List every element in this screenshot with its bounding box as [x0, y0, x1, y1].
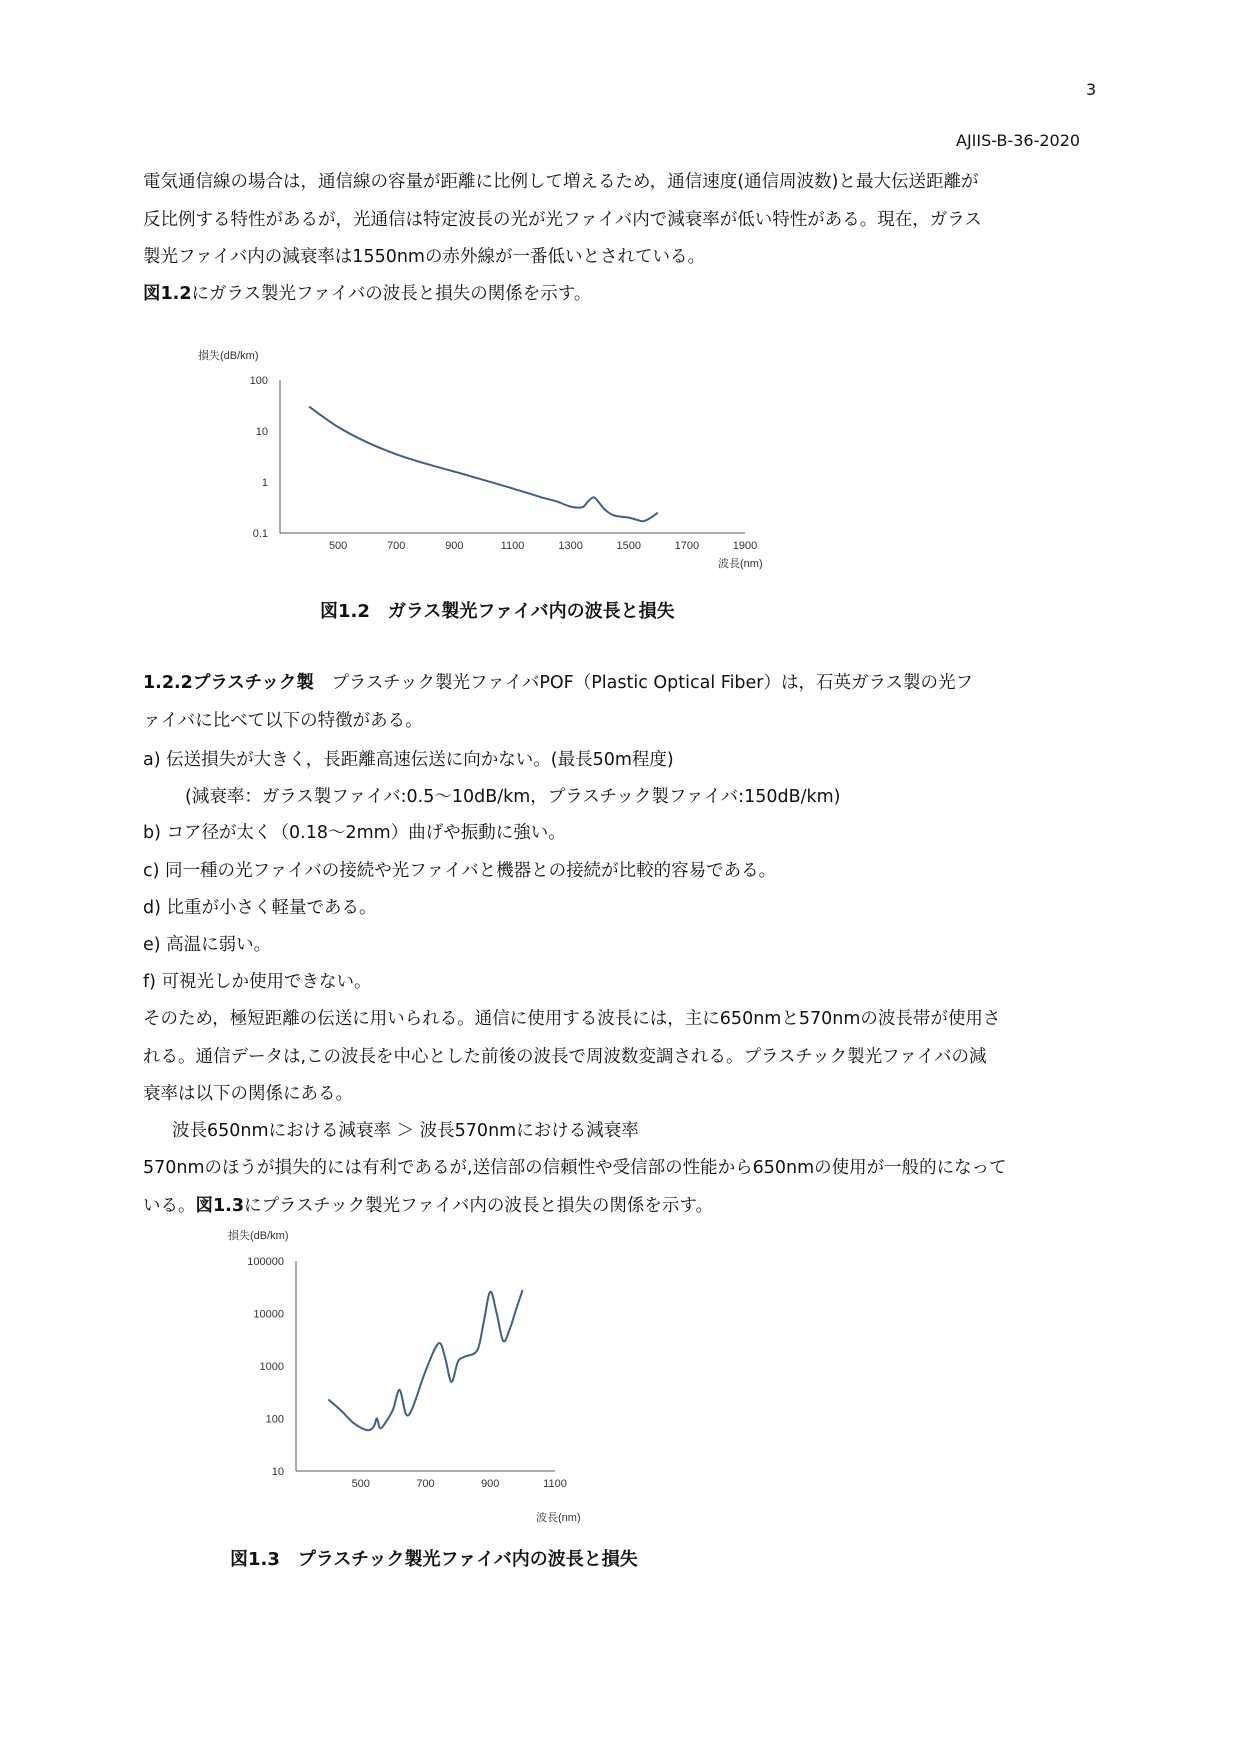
x-tick-label: 1900 — [732, 540, 758, 552]
figure-reference-text: にガラス製光ファイバの波長と損失の関係を示す。 — [191, 284, 592, 304]
section-text: プラスチック製光ファイバPOF（Plastic Optical Fiber）は，石英ガラス製の光フ — [331, 673, 973, 693]
section-line — [143, 673, 973, 693]
x-tick-label: 900 — [445, 540, 464, 552]
glass-fiber-loss-chart — [190, 345, 780, 575]
y-tick-label: 10 — [271, 1466, 284, 1478]
figure-reference: 図1.2 — [143, 284, 192, 304]
x-tick-label: 1300 — [558, 540, 583, 552]
list-item: d) 比重が小さく軽量である。 — [143, 898, 377, 918]
y-tick-label: 1 — [261, 477, 268, 489]
figure-caption: 図1.3 プラスチック製光ファイバ内の波長と損失 — [230, 1549, 638, 1570]
paragraph-line: れる。通信データは,この波長を中心とした前後の波長で周波数変調される。プラスチック製光ファイバの減 — [143, 1047, 987, 1067]
paragraph-line: 製光ファイバ内の減衰率は1550nmの赤外線が一番低いとされている。 — [143, 247, 705, 267]
y-tick-label: 100 — [265, 1413, 284, 1426]
x-tick-label: 700 — [416, 1478, 435, 1490]
y-tick-label: 1000 — [259, 1361, 284, 1373]
x-axis-label: 波長(nm) — [536, 1512, 581, 1524]
y-axis-label: 損失(dB/km) — [228, 1230, 289, 1242]
list-item: e) 高温に弱い。 — [143, 935, 272, 955]
page-number: 3 — [1086, 80, 1097, 99]
y-tick-label: 10000 — [253, 1308, 284, 1321]
figure-reference-line — [143, 284, 591, 304]
x-tick-label: 1500 — [616, 540, 641, 552]
list-item-note: (減衰率：ガラス製ファイバ:0.5～10dB/km，プラスチック製ファイバ:150dB/km) — [185, 787, 841, 807]
paragraph-line: そのため，極短距離の伝送に用いられる。通信に使用する波長には，主に650nmと570nmの波長帯が使用さ — [143, 1009, 1001, 1029]
y-axis-label: 損失(dB/km) — [198, 350, 259, 362]
x-tick-label: 500 — [351, 1478, 370, 1490]
figure-reference: 図1.3 — [195, 1196, 245, 1216]
x-tick-label: 1700 — [674, 540, 700, 552]
list-item: f) 可視光しか使用できない。 — [143, 972, 372, 992]
y-tick-label: 0.1 — [252, 528, 268, 540]
document-id: AJIIS-B-36-2020 — [956, 131, 1081, 150]
x-tick-label: 1100 — [543, 1478, 567, 1490]
paragraph-line: ァイバに比べて以下の特徴がある。 — [143, 711, 423, 731]
paragraph-line: 電気通信線の場合は，通信線の容量が距離に比例して増えるため，通信速度(通信周波数)と最大伝送距離が — [143, 172, 979, 192]
x-tick-label: 900 — [481, 1478, 500, 1490]
y-tick-label: 100 — [249, 375, 268, 387]
paragraph-line: 反比例する特性があるが，光通信は特定波長の光が光ファイバ内で減衰率が低い特性がある。現在，ガラス — [143, 210, 982, 230]
y-tick-label: 100000 — [247, 1256, 284, 1268]
list-item: b) コア径が太く（0.18～2mm）曲げや振動に強い。 — [143, 823, 566, 843]
loss-curve — [328, 1290, 522, 1430]
x-axis-label: 波長(nm) — [718, 558, 763, 570]
figure-reference-text: にプラスチック製光ファイバ内の波長と損失の関係を示す。 — [244, 1196, 714, 1216]
x-tick-label: 1100 — [500, 540, 525, 552]
section-heading: 1.2.2プラスチック製 — [143, 673, 314, 693]
paragraph-line: 衰率は以下の関係にある。 — [143, 1084, 353, 1104]
paragraph-line: 570nmのほうが損失的には有利であるが,送信部の信頼性や受信部の性能から650nmの使用が一般的になって — [143, 1158, 1007, 1178]
paragraph-text: いる。 — [143, 1196, 196, 1216]
figure-reference-line — [143, 1196, 713, 1216]
plastic-fiber-loss-chart — [220, 1225, 610, 1525]
x-tick-label: 500 — [328, 540, 348, 552]
y-tick-label: 10 — [255, 426, 268, 438]
x-tick-label: 700 — [387, 540, 406, 552]
list-item: a) 伝送損失が大きく，長距離高速伝送に向かない。(最長50m程度) — [143, 750, 674, 770]
relation-line: 波長650nmにおける減衰率 ＞ 波長570nmにおける減衰率 — [172, 1121, 639, 1141]
figure-caption: 図1.2 ガラス製光ファイバ内の波長と損失 — [320, 601, 675, 622]
list-item: c) 同一種の光ファイバの接続や光ファイバと機器との接続が比較的容易である。 — [143, 861, 777, 881]
loss-curve — [309, 407, 658, 522]
